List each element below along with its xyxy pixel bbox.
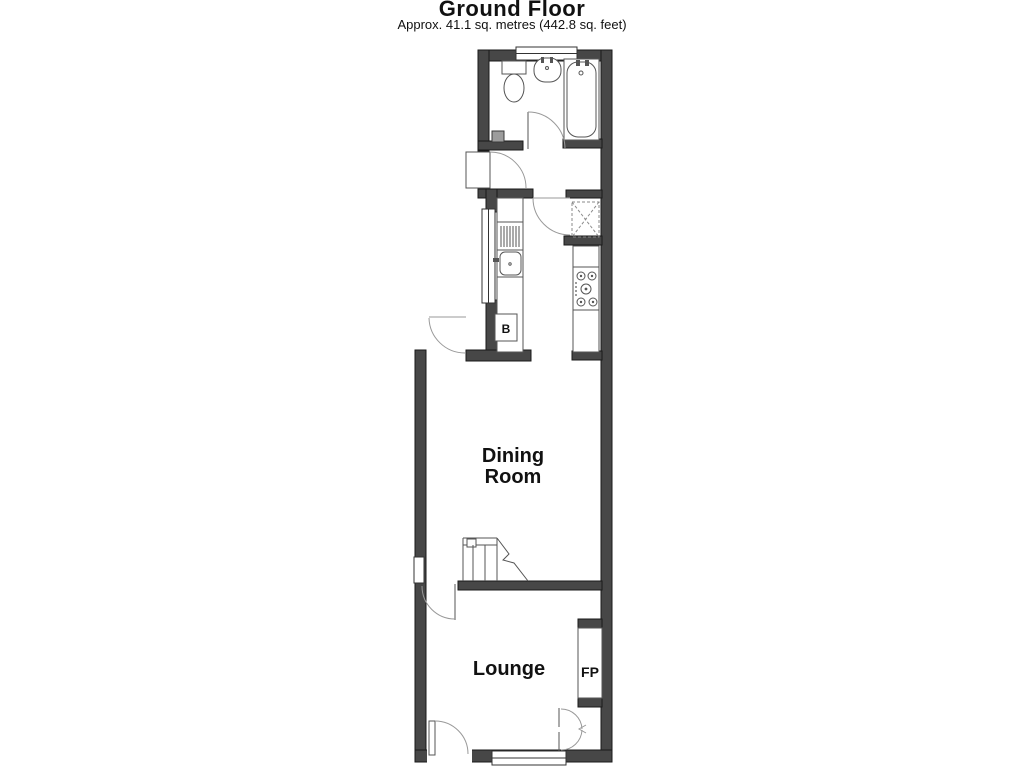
- newel-post: [467, 539, 476, 547]
- store-cupboard: [572, 202, 599, 237]
- alcove-cupboard-doors: [559, 708, 586, 751]
- boiler-label: B: [501, 322, 511, 336]
- wall-bathroom-left: [478, 50, 489, 151]
- dining-room-label-line2: Room: [484, 466, 542, 488]
- fireplace: [578, 628, 602, 698]
- bathroom-door: [528, 112, 565, 149]
- landing-cupboard: [466, 152, 490, 188]
- kitchen-window: [482, 209, 495, 303]
- fireplace-label: FP: [581, 664, 599, 680]
- kitchen-door: [533, 198, 570, 235]
- wall-right: [601, 50, 612, 762]
- drainer: [501, 226, 519, 247]
- washbasin: [534, 57, 561, 82]
- lounge-label: Lounge: [472, 658, 546, 680]
- page-subtitle: Approx. 41.1 sq. metres (442.8 sq. feet): [397, 17, 627, 32]
- lounge-door: [422, 584, 455, 620]
- wall-chimney-bottom: [578, 698, 602, 707]
- wall-stairs: [458, 581, 602, 590]
- left-wall-recess: [414, 557, 424, 583]
- dining-room-label-line1: Dining: [481, 445, 545, 467]
- bathtub: [564, 59, 599, 140]
- boiler-box: [495, 314, 517, 341]
- page-title: Ground Floor: [438, 0, 586, 21]
- wall-pier: [492, 131, 504, 142]
- wall-kitchen-top-right: [566, 190, 602, 198]
- wall-left: [415, 350, 426, 762]
- lounge-window: [492, 751, 566, 765]
- toilet: [502, 61, 526, 102]
- stairs: [463, 538, 528, 581]
- stair-break-line: [497, 538, 528, 581]
- wall-chimney-top: [578, 619, 602, 628]
- landing-door-arc: [490, 152, 526, 188]
- dining-back-door: [429, 317, 466, 353]
